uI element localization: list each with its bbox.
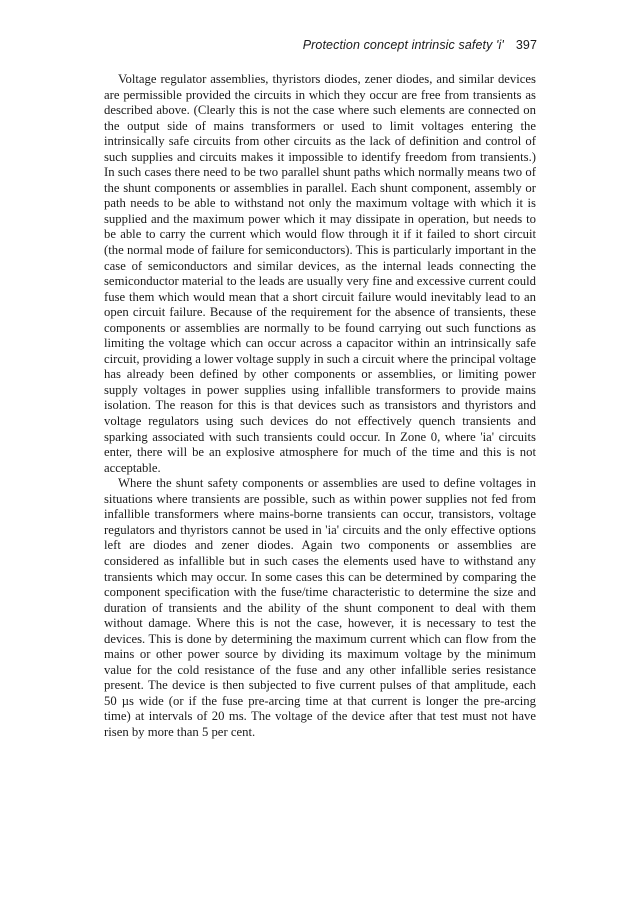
paragraph-1: Voltage regulator assemblies, thyristors diodes, zener diodes, and similar devices are permissible provided the circuits in which they occur are free from transients as described above. (Clearly this is not the case where such elements are connected on the output side of mains transformers or used to limit voltages entering the intrinsically safe circuits from other circuits as the lack of definition and control of such supplies and circuits makes it impossible to identify freedom from transients.) In such cases there need to be two parallel shunt paths which normally means two of the shunt components or assemblies in parallel. Each shunt component, assembly or path needs to be able to withstand not only the maximum voltage with which it is supplied and the maximum power which it may dissipate in operation, but needs to be able to carry the current which would flow through it if it failed to short circuit (the normal mode of failure for semiconductors). This is particularly important in the case of semiconductors and similar devices, as the internal leads connecting the semiconductor material to the leads are usually very fine and excessive current could fuse them which would mean that a short circuit failure would inevitably lead to an open circuit failure. Because of the requirement for the absence of transients, these components or assemblies are normally to be found carrying out such functions as limiting the voltage which can occur across a capacitor within an intrinsically safe circuit, providing a lower voltage supply in such a circuit where the principal voltage has already been defined by other components or assemblies, or limiting power supply voltages in power supplies using infallible transformers to provide mains isolation. The reason for this is that devices such as transistors and thyristors and voltage regulators using such devices do not effectively quench transients and sparking associated with such transients could occur. In Zone 0, where 'ia' circuits enter, there will be an explosive atmosphere for much of the time and this is not acceptable. — [104, 72, 536, 475]
running-head — [303, 38, 537, 53]
body-text — [104, 72, 536, 741]
running-head-title: Protection concept intrinsic safety 'i' — [302, 38, 504, 52]
paragraph-2: Where the shunt safety components or assemblies are used to define voltages in situations where transients are possible, such as within power supplies not fed from infallible transformers where mains-borne transients can occur, transistors, voltage regulators and thyristors cannot be used in 'ia' circuits and the only effective options left are diodes and zener diodes. Again two components or assemblies are considered as infallible but in such cases the elements used have to withstand any transients which may occur. In some cases this can be determined by comparing the component specification with the fuse/time characteristic to determine the size and duration of transients and the ability of the shunt component to deal with them without damage. Where this is not the case, however, it is necessary to test the devices. This is done by determining the maximum current which can flow from the mains or other power source by dividing its maximum voltage by the minimum value for the cold resistance of the fuse and any other infallible series resistance present. The device is then subjected to five current pulses of that amplitude, each 50 µs wide (or if the fuse pre-arcing time at that current is longer the pre-arcing time) at intervals of 20 ms. The voltage of the device after that test must not have risen by more than 5 per cent. — [104, 476, 536, 739]
page-number: 397 — [515, 38, 537, 52]
